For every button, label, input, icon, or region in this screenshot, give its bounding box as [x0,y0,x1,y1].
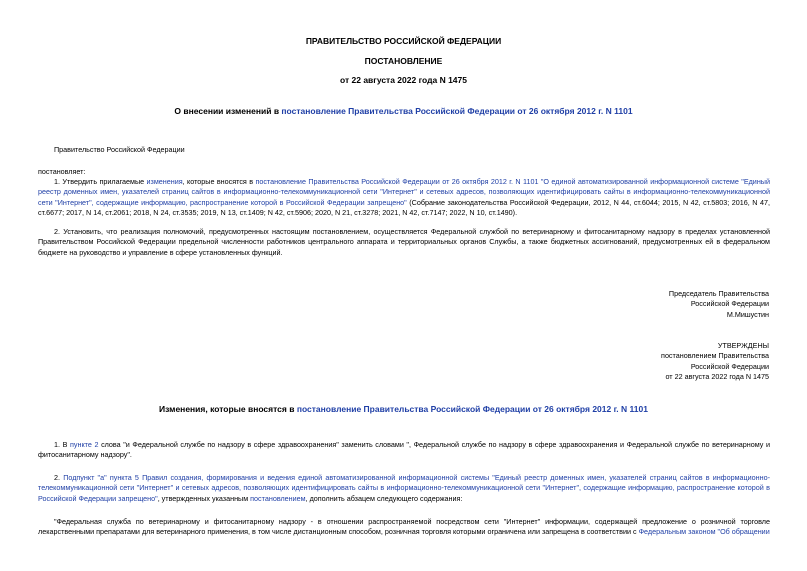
change-item-2 [38,473,770,504]
title-prefix: О внесении изменений в [174,106,282,116]
changes-title [0,404,807,414]
clause-2: 2. Установить, что реализация полномочий, предусмотренных настоящим постановлением, осуществляется Федеральной службой по ветеринарному и фитосанитарному надзору в пределах установленной Правительством Российской Федерации предельной численности работников центрального аппарата и территориальных органов Службы, а также бюджетных ассигнований, предусмотренных ей в федеральном бюджете на руководство и управление в сфере установленных функций. [38,227,770,257]
quote-law-link[interactable]: Федеральным законом "Об обращении [638,527,770,537]
clause-1-text-c: (Собрание законодательства Российской Федерации, 2012, N 44, ст.6044; 2015, N 42, ст.5803; 2016, N 47, ст.6677; 2017, N 14, ст.2061; 2018, N 24, ст.3535; 2019, N 13, ст.1409; N 42, ст.5906; 2020, N 21, ст.3278; 2021, N 42, ст.7147; 2022, N 10, ст.1490). [38,197,770,218]
clause-1-link-resolution[interactable]: постановление Правительства Российской Федерации от 26 октября 2012 г. N 1101 "О единой автоматизированной информационной системе "Единый реестр доменных имен, указателей страниц сайтов в информационно-телекоммуникационной сети "Интернет" и сетевых адресов, позволяющих идентифицировать сайты в информационно-телекоммуникационной сети "Интернет", содержащие информацию, распространение которой в Российской Федерации запрещено" [38,177,770,207]
clause-1 [38,177,770,219]
signature-position: Председатель Правительства [668,289,769,298]
change-1-text-a: 1. В [54,440,70,449]
change-item-1 [38,440,770,461]
clause-1-text-b: , которые вносятся в [182,177,256,186]
document-date-number: от 22 августа 2022 года N 1475 [340,75,467,85]
approved-label: УТВЕРЖДЕНЫ [717,341,769,350]
changes-title-prefix: Изменения, которые вносятся в [159,404,297,414]
signature-block [519,289,769,320]
changes-title-link[interactable]: постановление Правительства Российской Федерации от 26 октября 2012 г. N 1101 [296,404,648,414]
change-2-text-b: , утвержденных указанным [157,493,251,503]
decides-label: постановляет: [38,167,86,176]
title-link[interactable]: постановление Правительства Российской Федерации от 26 октября 2012 г. N 1101 [281,106,633,116]
change-2-link-subclause[interactable]: Подпункт "а" пункта 5 Правил создания, формирования и ведения единой автоматизированной информационной системы "Единый реестр доменных имен, указателей страниц сайтов в информационно-телекоммуникационной сети "Интернет" и сетевых адресов, позволяющих идентифицировать сайты в информационно-телекоммуникационной сети "Интернет", содержащие информацию, распространение которой в Российской Федерации запрещено" [38,473,770,503]
change-2-text-c: , дополнить абзацем следующего содержания: [305,493,463,503]
clause-1-link-changes[interactable]: изменения [146,177,183,186]
approved-by-2: Российской Федерации [690,361,769,371]
signature-name: М.Мишустин [726,309,769,319]
change-2-text-a: 2. [54,473,64,482]
change-1-text-b: слова "и Федеральной службе по надзору в сфере здравоохранения" заменить словами ", Федеральной службе по надзору в сфере здравоохранения и Федеральной службе по ветеринарному и фитосанитарному надзору". [38,440,770,460]
change-2-link-resolution[interactable]: постановлением [250,493,306,503]
approved-by: постановлением Правительства [661,351,769,361]
document-title [0,106,807,116]
inserted-paragraph [38,517,770,538]
signature-position-2: Российской Федерации [690,299,769,309]
approved-date: от 22 августа 2022 года N 1475 [665,372,769,382]
approval-block [519,341,769,383]
government-heading: ПРАВИТЕЛЬСТВО РОССИЙСКОЙ ФЕДЕРАЦИИ [305,36,502,46]
government-subject: Правительство Российской Федерации [54,145,185,154]
document-type: ПОСТАНОВЛЕНИЕ [364,56,443,66]
change-1-link[interactable]: пункте 2 [69,440,99,449]
quote-text: "Федеральная служба по ветеринарному и фитосанитарному надзору - в отношении распространяемой посредством сети "Интернет" информации, содержащей предложение о розничной торговле лекарственными препаратами для ветеринарного применения, в том числе дистанционным способом, розничная торговля которыми ограничена или запрещена в соответствии с [38,517,770,537]
clause-1-text-a: 1. Утвердить прилагаемые [54,177,147,186]
